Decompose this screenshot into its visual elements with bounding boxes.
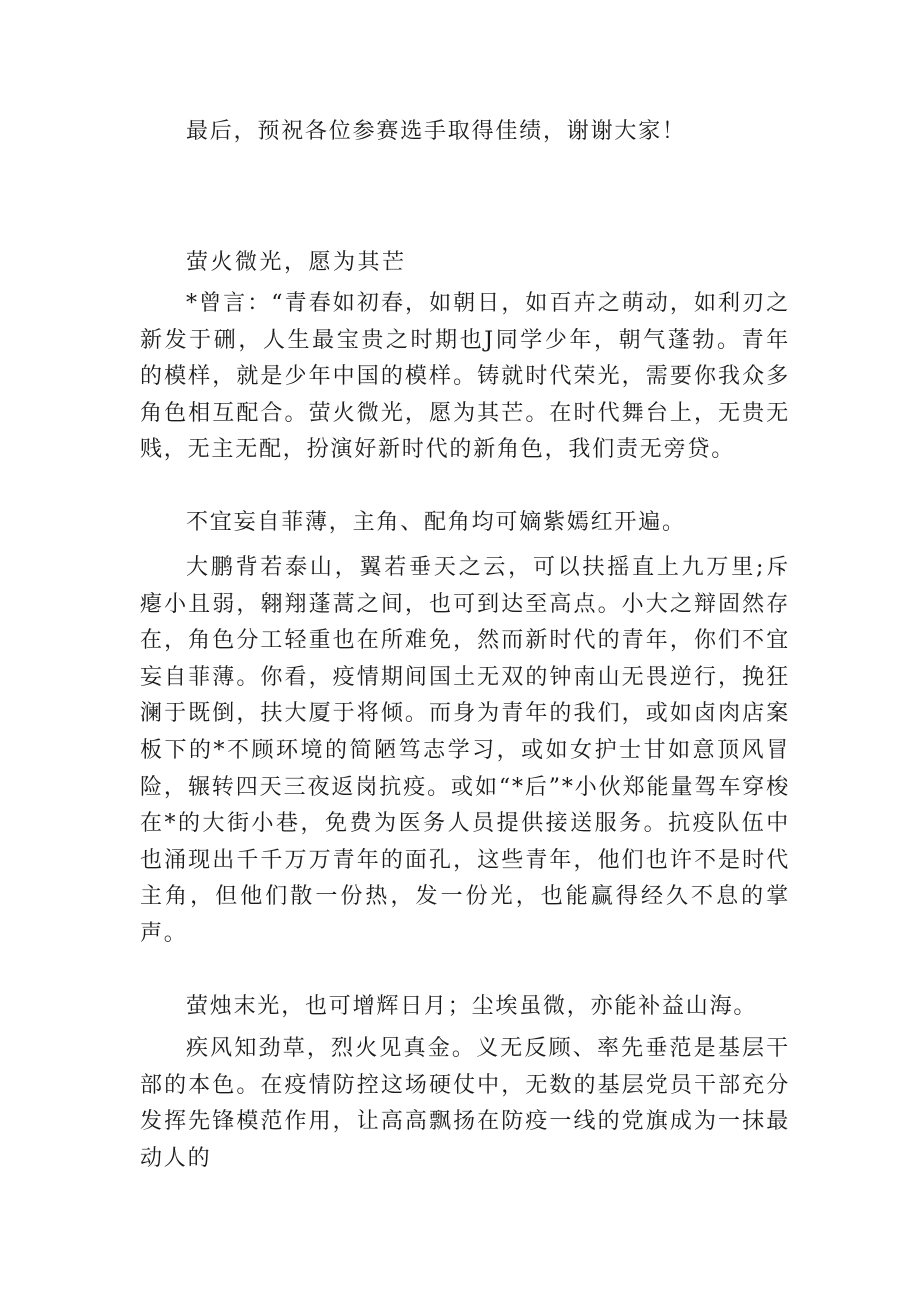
closing-line: 最后，预祝各位参赛选手取得佳绩，谢谢大家！ xyxy=(186,119,686,144)
paragraph-3: 大鹏背若泰山，翼若垂天之云，可以扶摇直上九万里;斥瘪小且弱，翱翔蓬蒿之间，也可到达至高点。小大之辩固然存在，角色分工轻重也在所难免，然而新时代的青年，你们不宜妄自菲薄。你看，疫情期间国土无双的钟南山无畏逆行，挽狂澜于既倒，扶大厦于将倾。而身为青年的我们，或如卤肉店案板下的*不顾环境的简陋笃志学习，或如女护士甘如意顶风冒险，辗转四天三夜返岗抗疫。或如“*后”*小伙郑能量驾车穿梭在*的大街小巷，免费为医务人员提供接送服务。抗疫队伍中也涌现出千千万万青年的面孔，这些青年，他们也许不是时代主角，但他们散一份热，发一份光，也能赢得经久不息的掌声。 xyxy=(140,555,790,946)
paragraph-2: 不宜妄自菲薄，主角、配角均可嫡紫嫣红开遍。 xyxy=(186,510,686,535)
paragraph-5: 疾风知劲草，烈火见真金。义无反顾、率先垂范是基层干部的本色。在疫情防控这场硬仗中，无数的基层党员干部充分发挥先锋模范作用，让高高飘扬在防疫一线的党旗成为一抹最动人的 xyxy=(140,1036,790,1171)
paragraph-4: 萤烛末光，也可增辉日月；尘埃虽微，亦能补益山海。 xyxy=(186,994,758,1019)
paragraph-1: *曾言：“青春如初春，如朝日，如百卉之萌动，如利刃之新发于硎，人生最宝贵之时期也J同学少年，朝气蓬勃。青年的模样，就是少年中国的模样。铸就时代荣光，需要你我众多角色相互配合。萤火微光，愿为其芒。在时代舞台上，无贵无贱，无主无配，扮演好新时代的新角色，我们责无旁贷。 xyxy=(140,291,790,463)
section-title: 萤火微光，愿为其芒 xyxy=(186,250,407,275)
